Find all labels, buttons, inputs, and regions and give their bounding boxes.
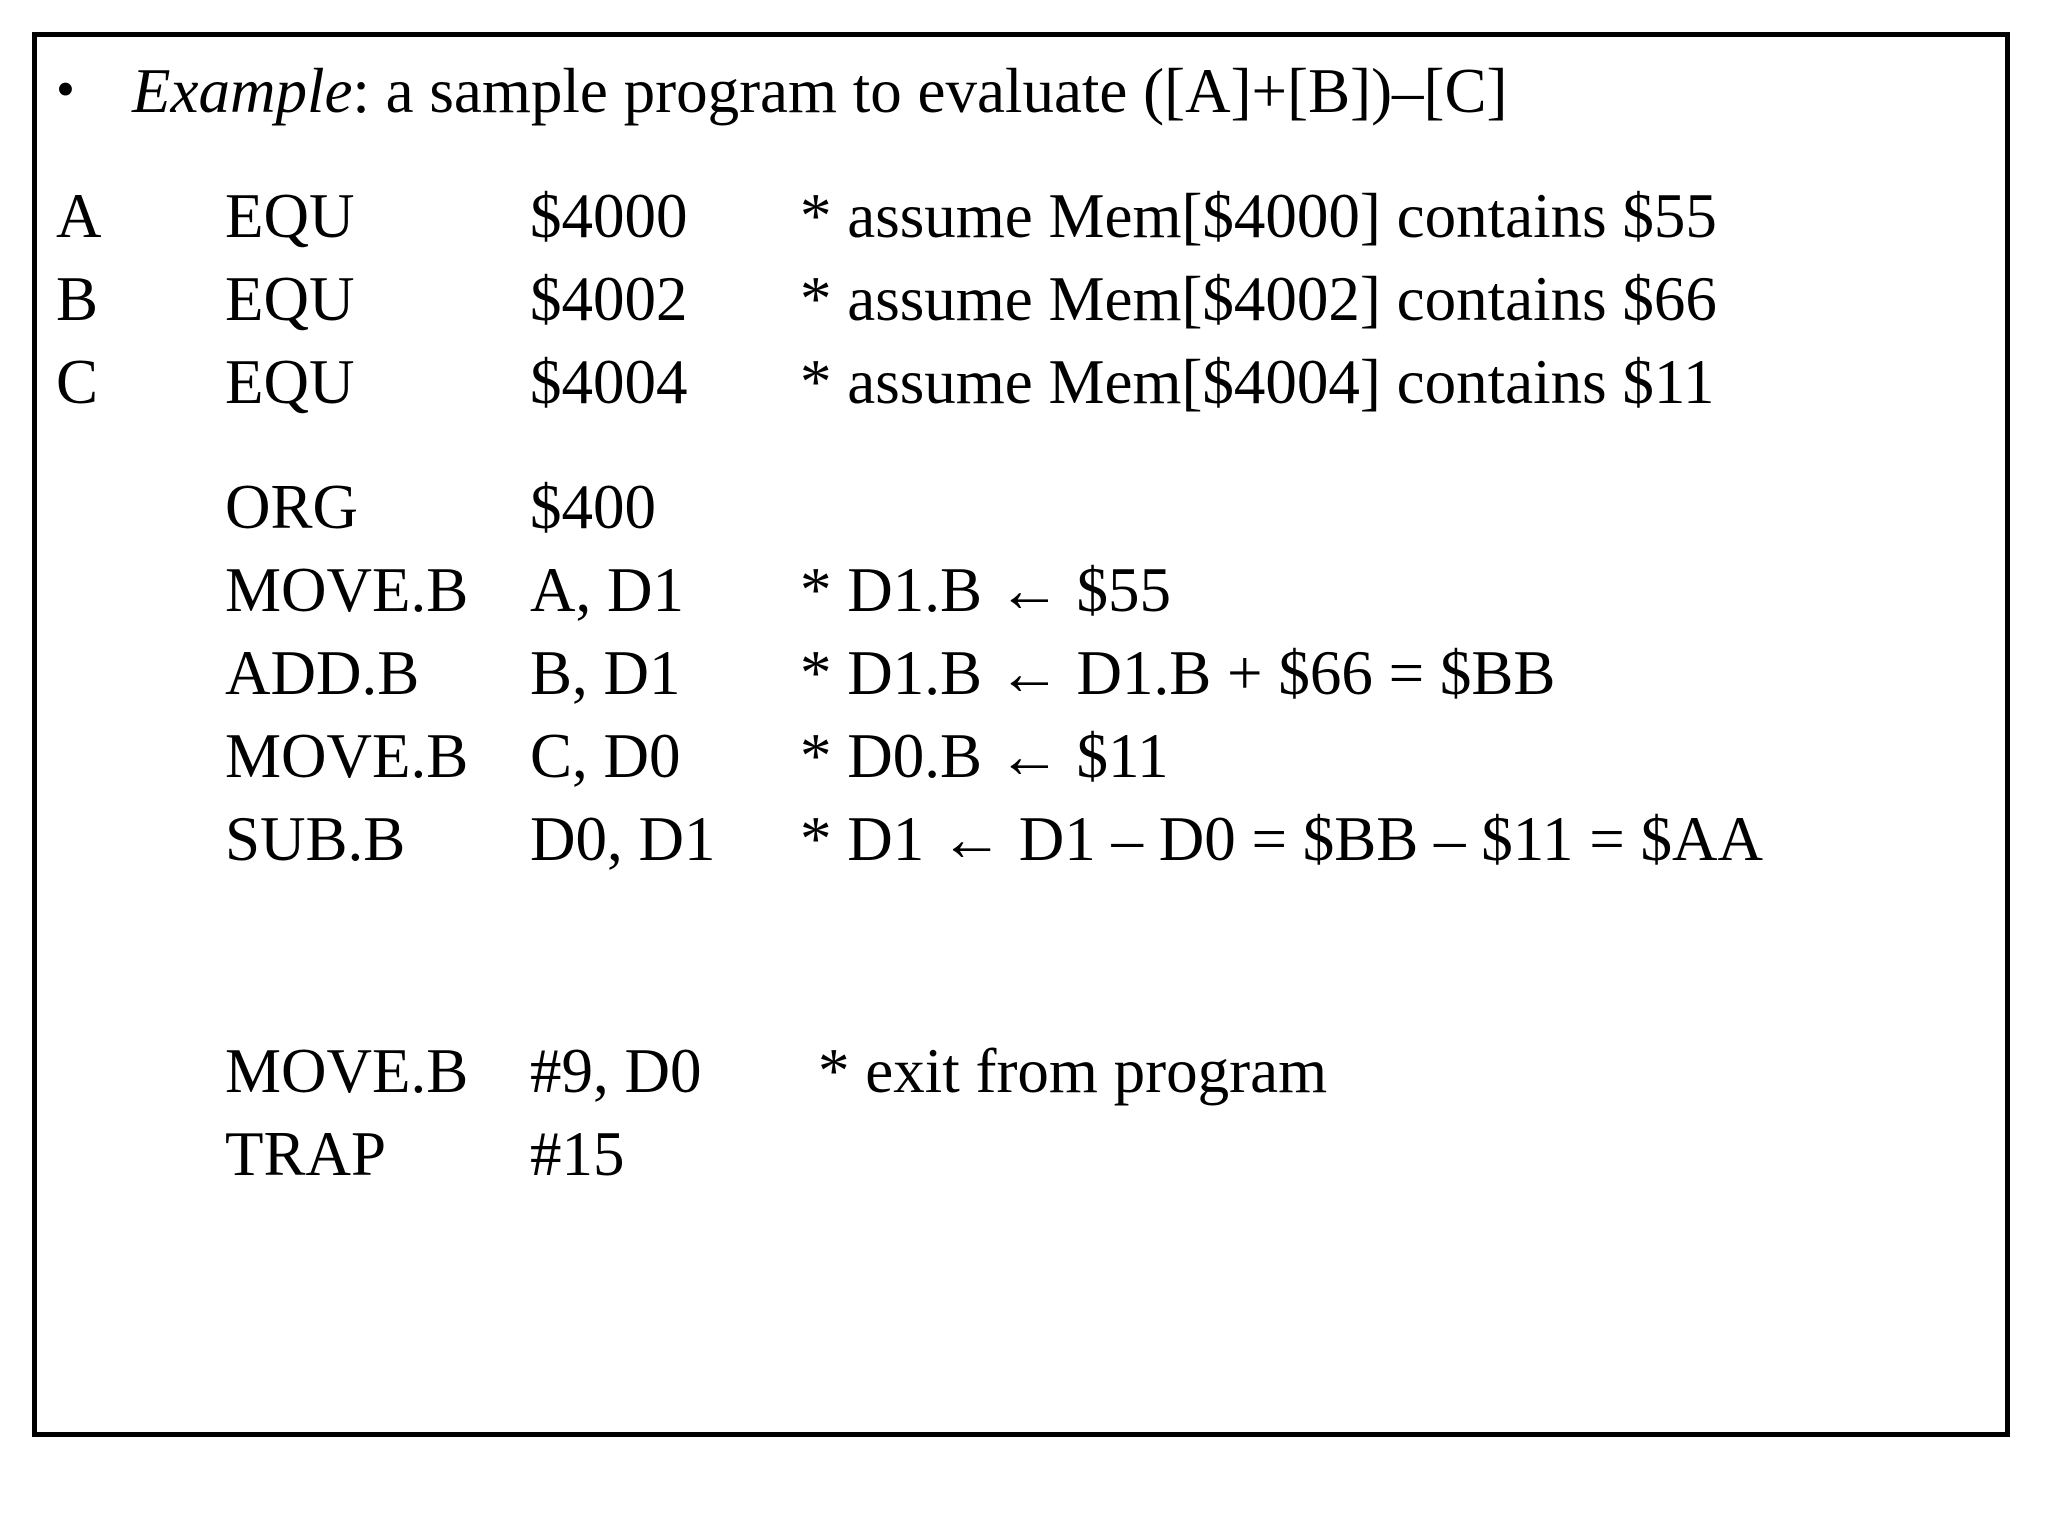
bullet-point-icon: • <box>56 59 75 119</box>
program-op-7: MOVE.B <box>225 721 469 791</box>
program-arg-4: $400 <box>530 472 656 542</box>
program-op-10: TRAP <box>225 1119 387 1189</box>
program-op-6: ADD.B <box>225 638 420 708</box>
program-label-a: A <box>56 181 102 251</box>
program-comment-2: * assume Mem[$4002] contains $66 <box>800 264 1717 334</box>
program-arg-8: D0, D1 <box>530 804 716 874</box>
program-op-8: SUB.B <box>225 804 406 874</box>
program-comment-8: * D1 ← D1 – D0 = $BB – $11 = $AA <box>800 804 1763 874</box>
program-comment-7: * D0.B ← $11 <box>800 721 1169 791</box>
program-comment-1: * assume Mem[$4000] contains $55 <box>800 181 1717 251</box>
program-label-b: B <box>56 264 99 334</box>
program-op-9: MOVE.B <box>225 1036 469 1106</box>
program-op-3: EQU <box>225 347 355 417</box>
program-arg-2: $4002 <box>530 264 688 334</box>
program-op-4: ORG <box>225 472 359 542</box>
example-label: Example <box>132 56 353 126</box>
program-arg-1: $4000 <box>530 181 688 251</box>
program-label-c: C <box>56 347 99 417</box>
program-arg-7: C, D0 <box>530 721 681 791</box>
program-arg-3: $4004 <box>530 347 688 417</box>
program-comment-6: * D1.B ← D1.B + $66 = $BB <box>800 638 1556 708</box>
program-op-5: MOVE.B <box>225 555 469 625</box>
program-op-2: EQU <box>225 264 355 334</box>
program-arg-6: B, D1 <box>530 638 681 708</box>
program-arg-5: A, D1 <box>530 555 684 625</box>
program-comment-3: * assume Mem[$4004] contains $11 <box>800 347 1715 417</box>
example-description: : a sample program to evaluate ([A]+[B])–[C] <box>352 56 1508 126</box>
program-arg-9: #9, D0 <box>530 1036 702 1106</box>
program-op-1: EQU <box>225 181 355 251</box>
program-comment-5: * D1.B ← $55 <box>800 555 1172 625</box>
program-arg-10: #15 <box>530 1119 625 1189</box>
example-heading <box>132 56 1508 126</box>
program-comment-9: * exit from program <box>818 1036 1328 1106</box>
